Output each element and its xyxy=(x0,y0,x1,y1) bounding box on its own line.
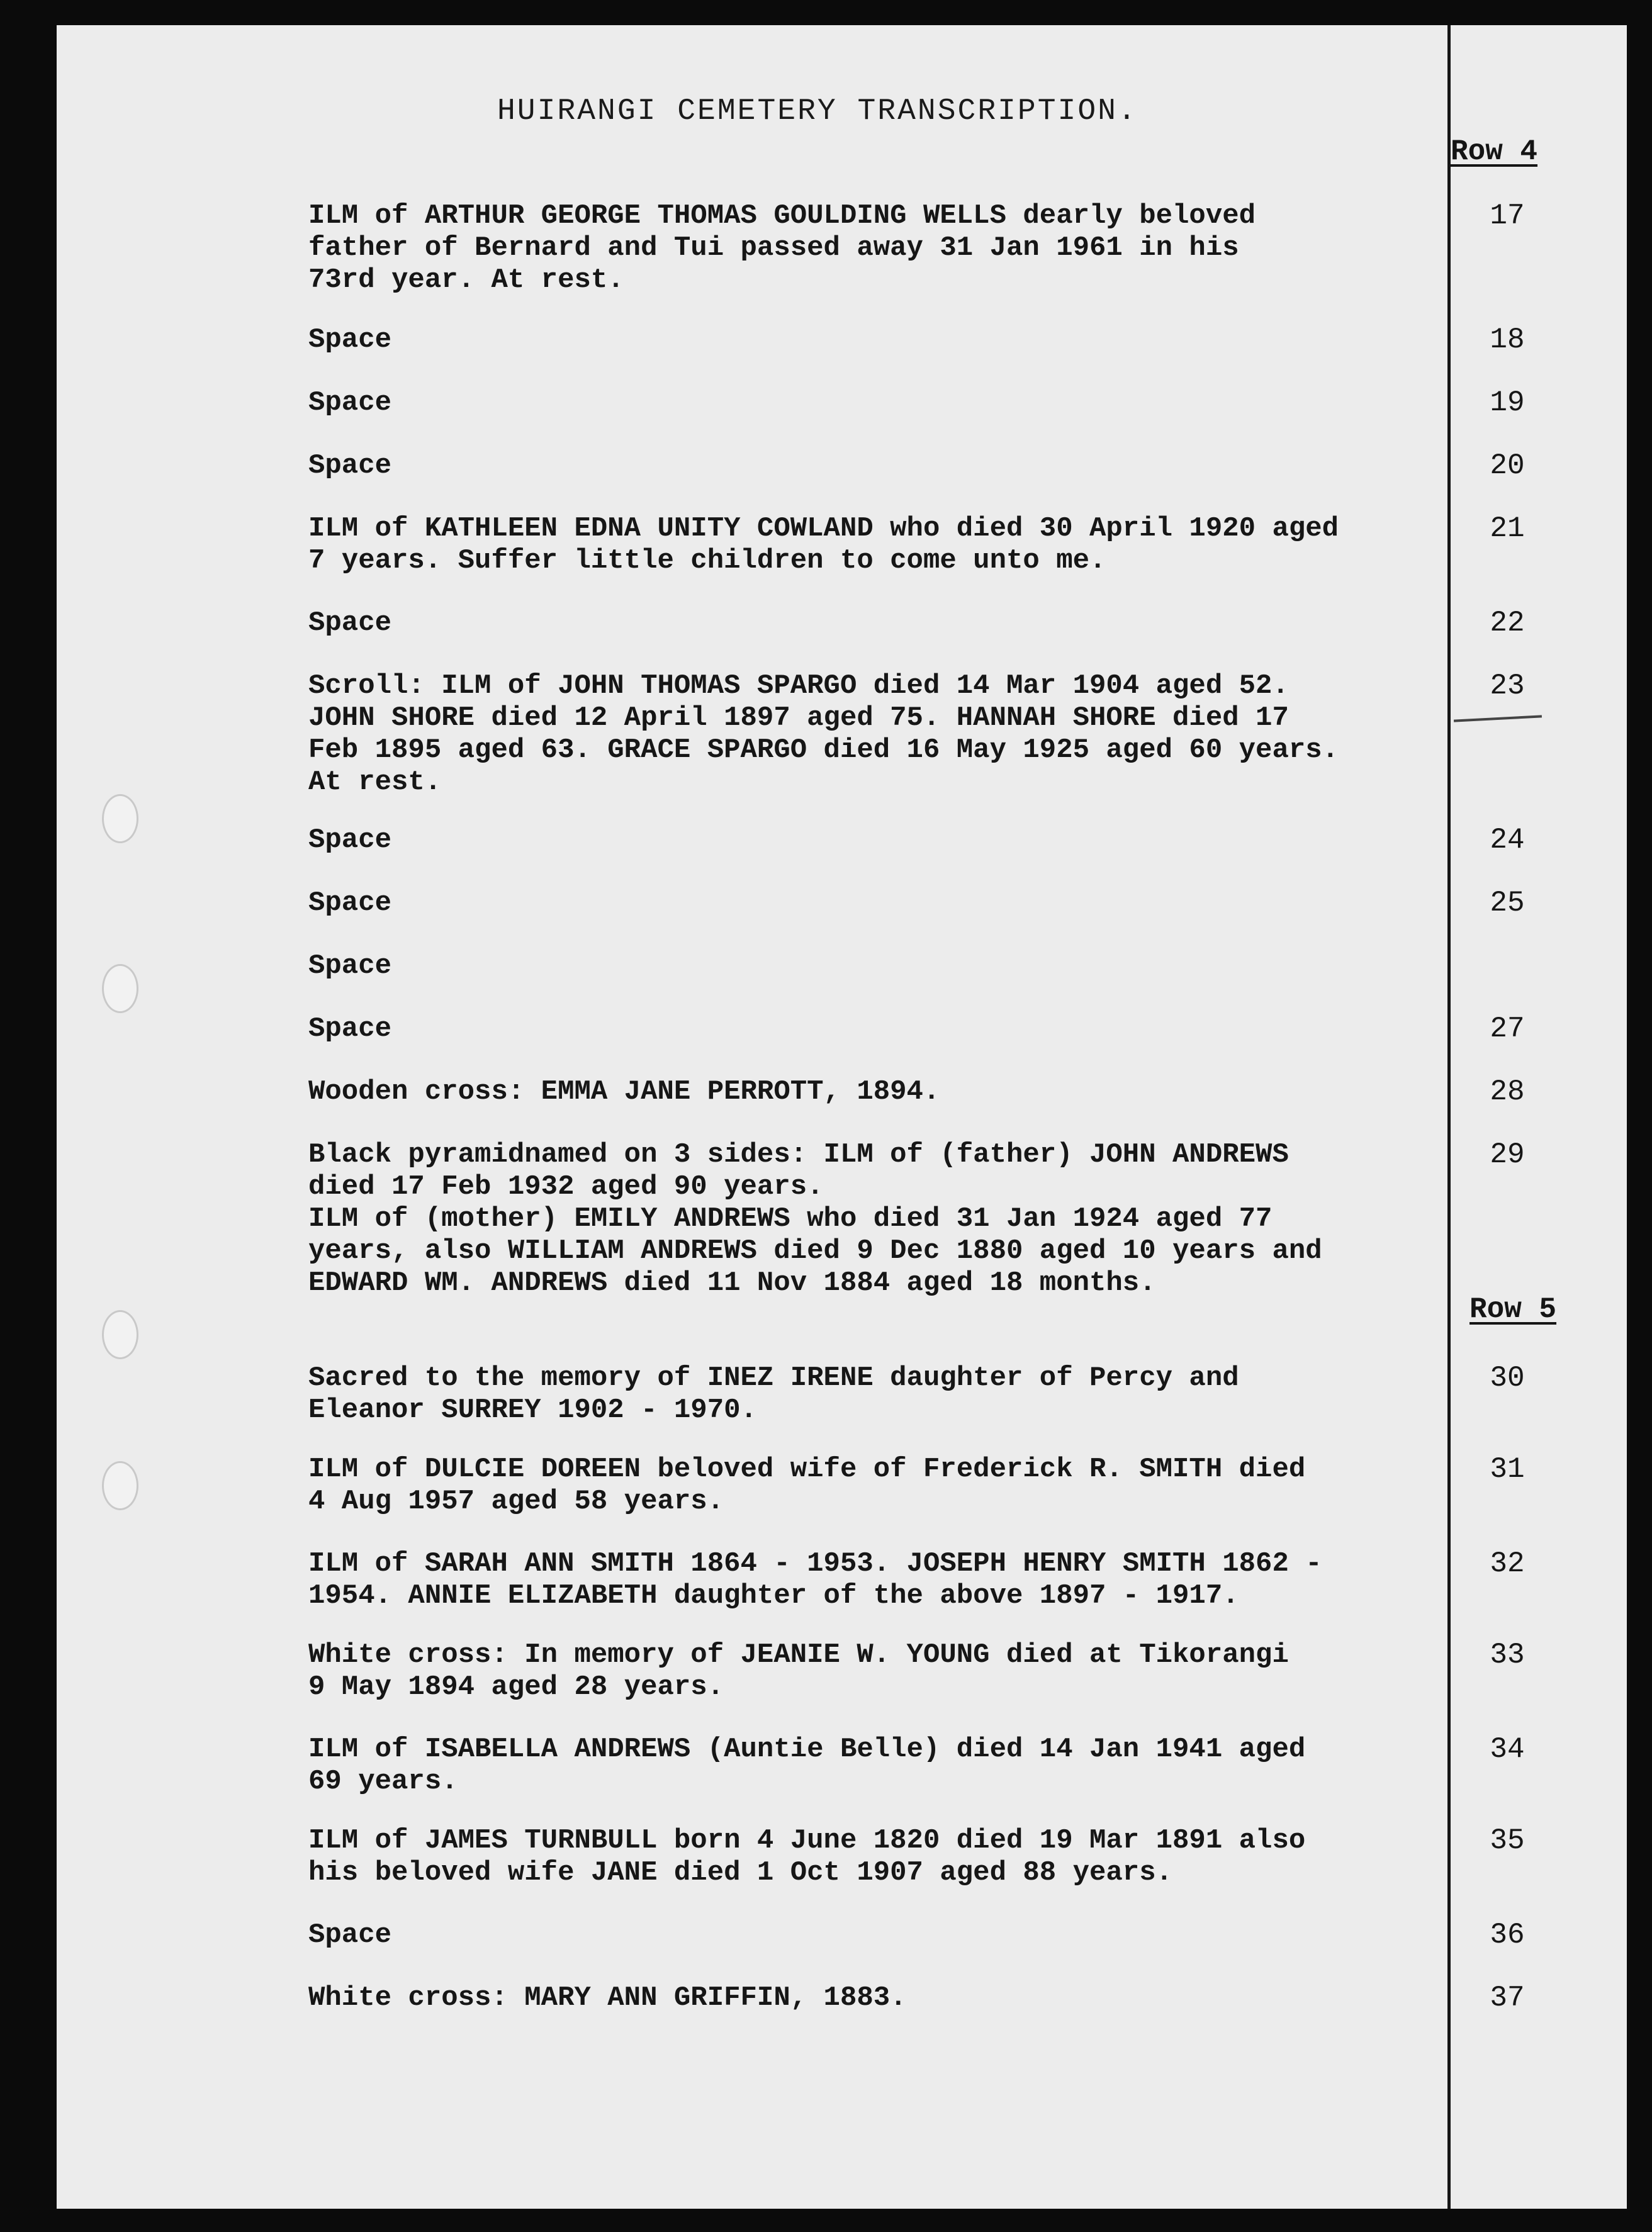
entry-number: 20 xyxy=(1490,449,1525,482)
entry-text: ILM of ARTHUR GEORGE THOMAS GOULDING WELLS dearly beloved father of Bernard and Tui passed away 31 Jan 1961 in his 73rd year. At rest. xyxy=(308,200,1256,296)
document-page xyxy=(57,25,1627,2209)
entry-number: 34 xyxy=(1490,1733,1525,1766)
page-title: HUIRANGI CEMETERY TRANSCRIPTION. xyxy=(497,94,1138,128)
entry-number: 22 xyxy=(1490,607,1525,639)
entry-number: 28 xyxy=(1490,1075,1525,1108)
entry-text: Scroll: ILM of JOHN THOMAS SPARGO died 14 Mar 1904 aged 52. JOHN SHORE died 12 April 1897 aged 75. HANNAH SHORE died 17 Feb 1895 aged 63. GRACE SPARGO died 16 May 1925 aged 60 years. At rest. xyxy=(308,670,1339,798)
entry-text: Space xyxy=(308,1919,392,1951)
entry-text: Space xyxy=(308,824,392,856)
entry-number: 23 xyxy=(1490,670,1525,702)
entry-text: White cross: In memory of JEANIE W. YOUNG died at Tikorangi 9 May 1894 aged 28 years. xyxy=(308,1639,1289,1703)
entry-text: Space xyxy=(308,1013,392,1045)
punch-hole xyxy=(102,1310,138,1359)
entry-number: 30 xyxy=(1490,1362,1525,1394)
entry-number: 37 xyxy=(1490,1982,1525,2014)
entry-text: Sacred to the memory of INEZ IRENE daughter of Percy and Eleanor SURREY 1902 - 1970. xyxy=(308,1362,1239,1426)
row-header-5: Row 5 xyxy=(1469,1293,1557,1326)
entry-number: 18 xyxy=(1490,323,1525,356)
entry-text: Space xyxy=(308,607,392,639)
entry-number: 35 xyxy=(1490,1824,1525,1857)
entry-number: 29 xyxy=(1490,1138,1525,1171)
entry-number: 31 xyxy=(1490,1453,1525,1486)
entry-text: Wooden cross: EMMA JANE PERROTT, 1894. xyxy=(308,1076,940,1108)
entry-number: 17 xyxy=(1490,199,1525,232)
punch-hole xyxy=(102,964,138,1013)
entry-number: 32 xyxy=(1490,1547,1525,1580)
entry-text: Space xyxy=(308,387,392,418)
entry-text: ILM of JAMES TURNBULL born 4 June 1820 died 19 Mar 1891 also his beloved wife JANE died 1 Oct 1907 aged 88 years. xyxy=(308,1825,1306,1888)
entry-text: White cross: MARY ANN GRIFFIN, 1883. xyxy=(308,1982,907,2014)
entry-number: 36 xyxy=(1490,1919,1525,1951)
entry-number: 19 xyxy=(1490,386,1525,419)
punch-hole xyxy=(102,1461,138,1510)
entry-text: Space xyxy=(308,324,392,356)
entry-number: 24 xyxy=(1490,824,1525,856)
row-header-4: Row 4 xyxy=(1451,135,1538,168)
entry-text: ILM of SARAH ANN SMITH 1864 - 1953. JOSEPH HENRY SMITH 1862 - 1954. ANNIE ELIZABETH daughter of the above 1897 - 1917. xyxy=(308,1548,1322,1612)
entry-number: 33 xyxy=(1490,1639,1525,1671)
entry-text: Space xyxy=(308,887,392,919)
entry-text: ILM of KATHLEEN EDNA UNITY COWLAND who died 30 April 1920 aged 7 years. Suffer little children to come unto me. xyxy=(308,513,1339,576)
entry-number: 27 xyxy=(1490,1012,1525,1045)
entry-text: Black pyramidnamed on 3 sides: ILM of (father) JOHN ANDREWS died 17 Feb 1932 aged 90 years. ILM of (mother) EMILY ANDREWS who died 31 Jan 1924 aged 77 years, also WILLIAM ANDREWS died 9 Dec 1880 aged 10 years and EDWARD WM. ANDREWS died 11 Nov 1884 aged 18 months. xyxy=(308,1139,1322,1299)
entry-number: 25 xyxy=(1490,887,1525,919)
entry-text: ILM of DULCIE DOREEN beloved wife of Frederick R. SMITH died 4 Aug 1957 aged 58 years. xyxy=(308,1454,1306,1517)
punch-hole xyxy=(102,794,138,843)
entry-text: Space xyxy=(308,950,392,982)
entry-text: Space xyxy=(308,450,392,481)
entry-text: ILM of ISABELLA ANDREWS (Auntie Belle) died 14 Jan 1941 aged 69 years. xyxy=(308,1734,1306,1797)
entry-number: 21 xyxy=(1490,512,1525,545)
